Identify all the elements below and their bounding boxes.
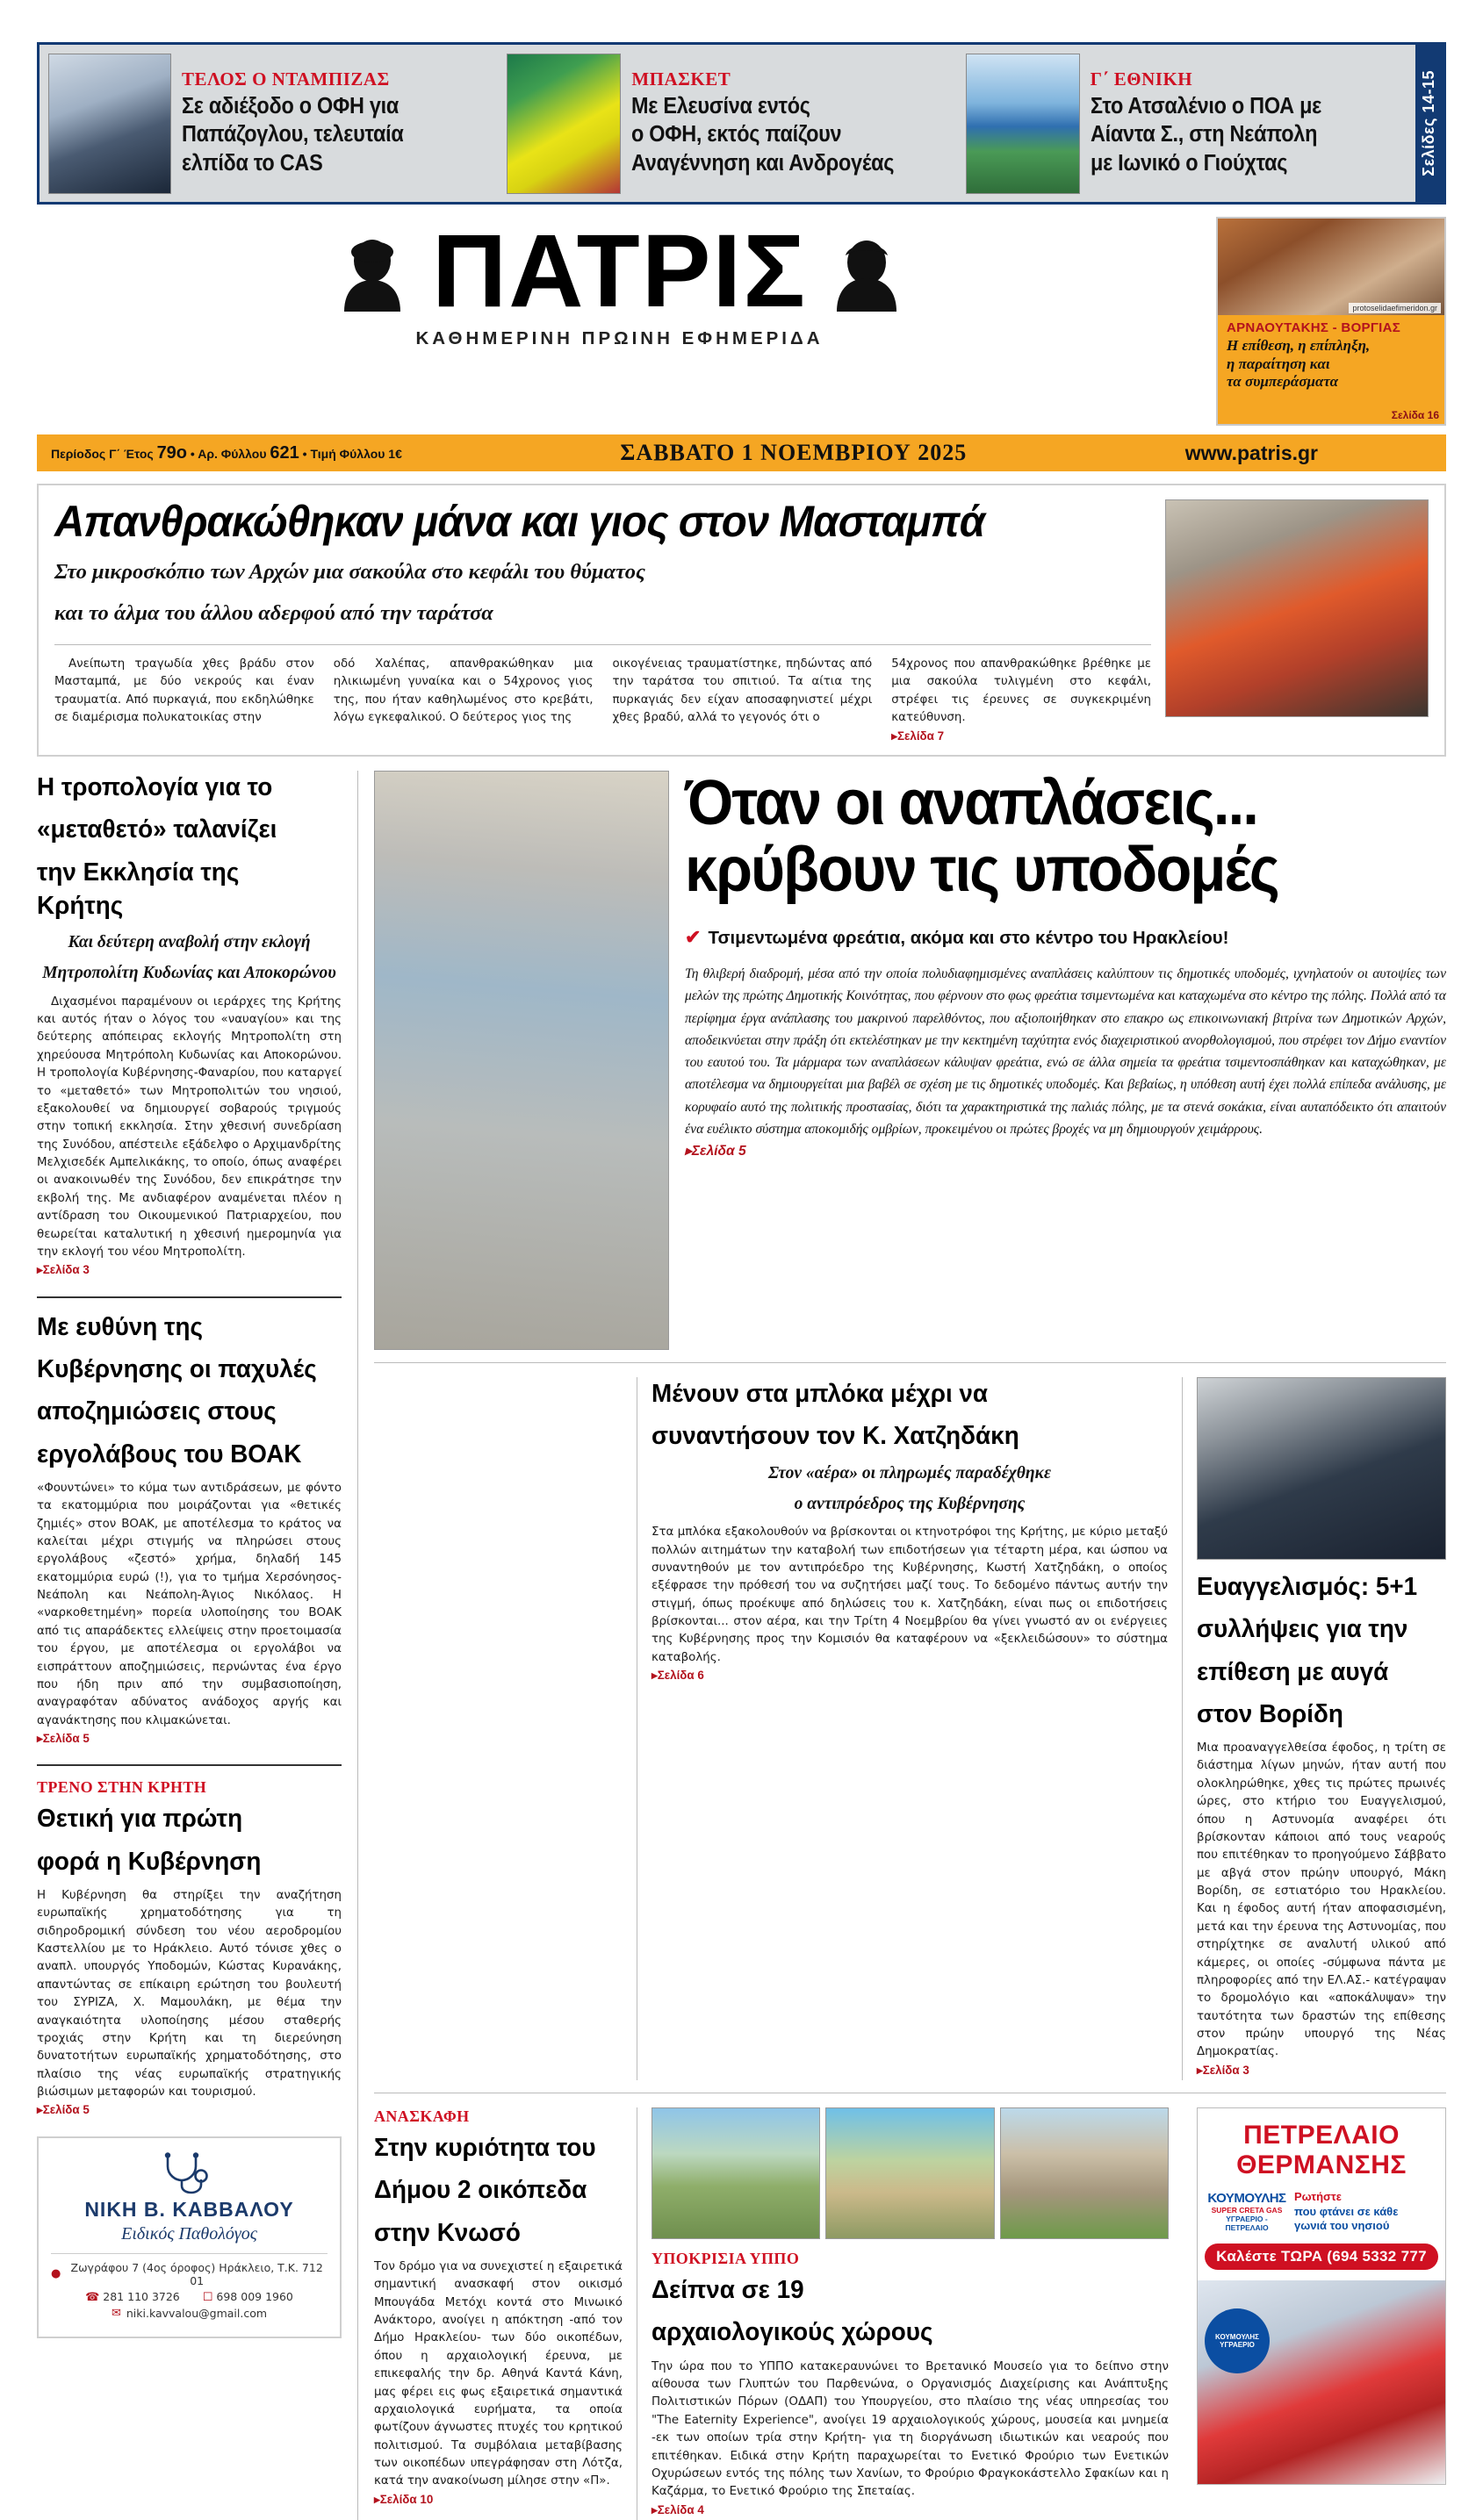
banner-kicker-2: ΜΠΑΣΚΕΤ: [631, 68, 731, 90]
left-column: [37, 771, 358, 2520]
lead-photo-firefighters: [1165, 499, 1429, 717]
year-value: 79ο: [156, 442, 188, 463]
lead-body-col4: 54χρονος που απανθρακώθηκε βρέθηκε με μια σακούλα τυλιγμένη στο κεφάλι, στρέφει τις έρευνες σε συγκεκριμένη κατεύθυνση.: [891, 657, 1151, 725]
petrol-logo-line3: ΥΓΡΑΕΡΙΟ - ΠΕΤΡΕΛΑΙΟ: [1225, 2215, 1269, 2233]
boak-headline-line4: εργολάβους του ΒΟΑΚ: [37, 1439, 302, 1468]
lead-page-ref[interactable]: ▸ Σελίδα 7: [891, 729, 944, 743]
blocks-subhead-line2: ο αντιπρόεδρος της Κυβέρνησης: [794, 1494, 1026, 1513]
boak-headline-line3: αποζημιώσεις στους: [37, 1397, 277, 1426]
mid-row-spacer: [374, 1377, 637, 2080]
page-title: ΠΑΤΡΙΣ: [431, 213, 808, 329]
issue-date: ΣΑΒΒΑΤΟ 1 ΝΟΕΜΒΡΙΟΥ 2025: [620, 440, 968, 465]
train-headline-line1: Θετική για πρώτη: [37, 1805, 243, 1834]
top-sports-banner: [37, 42, 1446, 205]
feature-headline-line1: Όταν οι αναπλάσεις...: [685, 767, 1258, 838]
church-headline-line2: «μεταθετό» ταλανίζει: [37, 815, 277, 844]
banner-headline-3-line1: Στο Ατσαλένιο ο ΠΟΑ με: [1090, 93, 1321, 118]
petrol-title-line2: ΘΕΡΜΑΝΣΗΣ: [1236, 2150, 1407, 2179]
banner-kicker-3: Γ΄ ΕΘΝΙΚΗ: [1090, 68, 1193, 90]
masthead-right-portrait-icon: [826, 231, 907, 312]
watermark-label: protoselidaefimeridon.gr: [1349, 303, 1441, 313]
promo-line-1: Η επίθεση, η επίπληξη,: [1227, 337, 1371, 354]
banner-item-ofi[interactable]: [40, 45, 498, 202]
banner-headline-1-line1: Σε αδιέξοδο ο ΟΦΗ για: [182, 93, 400, 118]
train-page-ref[interactable]: ▸ Σελίδα 5: [37, 2103, 90, 2116]
petrol-phone-button[interactable]: Καλέστε ΤΩΡΑ (694 5332 777: [1205, 2244, 1438, 2270]
police-body: Μια προαναγγελθείσα έφοδος, η τρίτη σε διάστημα λίγων μηνών, ήταν αυτή που ολοκληρώθηκε, χθες τις πρώτες πρωινές ώρες, στο κτήριο του Ευαγγελισμού, όπου η Αστυνομία αναφέρει ότι βρίσκονταν κάποιοι από τους νεαρούς που επιτέθηκαν το προηγούμενο Σάββατο με αβγά στον πρώην υπουργό, Μάκη Βορίδη, σε εστιατόριο του Ηρακλείου. Και η έφοδος αυτή ήταν αποφασισμένη, μετά και την έρευνα της Αστυνομίας, που στηρίχτηκε σε αναλυτή υλικού από κάμερες, οι οποίες -σύμφωνα πάντα με πληροφορίες από την ΕΛ.ΑΣ.- κατέγραψαν το δρομολόγιο και «αποκάλυψαν» την ταυτότητα των δραστών της επίθεσης στον πρώην υπουργό της Νέας Δημοκρατίας.: [1197, 1741, 1446, 2059]
promo-page-ref[interactable]: Σελίδα 16: [1391, 409, 1439, 421]
photo-stamp: [660, 1337, 663, 1346]
petrol-brand-logo: [1206, 2191, 1287, 2232]
promo-kicker: ΑΡΝΑΟΥΤΑΚΗΣ - ΒΟΡΓΙΑΣ: [1227, 320, 1401, 335]
petrol-logo-line1: ΚΟΥΜΟΥΛΗΣ: [1207, 2191, 1286, 2207]
ad-petrol-wrapper: [1183, 2107, 1446, 2520]
petrol-badge: ΚΟΥΜΟΥΛΗΣ ΥΓΡΑΕΡΙΟ: [1205, 2308, 1270, 2373]
stethoscope-icon: [51, 2152, 328, 2194]
ruins-photo-1: [652, 2107, 820, 2239]
ruins-photo-3: [1000, 2107, 1169, 2239]
church-body: Διχασμένοι παραμένουν οι ιεράρχες της Κρήτης και αυτός ήταν ο λόγος του «ναυαγίου» και της δεύτερης απόπειρας εκλογής Μητροπολίτη στη χηρεύουσα Μητρόπολη Κυδωνίας και Αποκορώνου. Η τροπολογία Κυβέρνησης-Φαναρίου, που καταργεί το «μεταθετό» των Μητροπολιτών του νησιού, εξακολουθεί να δημιουργεί σοβαρούς τριγμούς στην τοπική εκκλησία. Στην χθεσινή συνεδρίαση της Συνόδου, απέστειλε εξάδελφο ο Αρχιμανδρίτης Μελχισεδέκ Αμπελικάκης, το οποίο, όπως αναφέρει οι ανακοινωθέν της Συνόδου, δεν επικράτησε την εκβολή της. Με ανδιαφέρον αναμένεται πλέον η αντίδραση του Οικουμενικού Πατριαρχείου, που θεωρείται καταλυτική η χθεσινή ημερομηνία για την εκλογή του νέου Μητροπολίτη.: [37, 994, 342, 1259]
boak-headline-line2: Κυβέρνησης οι παχυλές: [37, 1354, 317, 1383]
period-label: Περίοδος Γ΄ Έτος: [51, 446, 154, 461]
issue-info: Περίοδος Γ΄ Έτος 79ο • Αρ. Φύλλου 621 • Τιμή Φύλλου 1€: [51, 442, 402, 463]
archaeology-photo-strip: [652, 2107, 1169, 2239]
lead-body-col2: οδό Χαλέπας, απανθρακώθηκαν μια ηλικιωμένη γυναίκα και ο 54χρονος γιος της, που ήταν καθηλωμένος στο κρεβάτι, λόγω εγκεφαλικού. Ο δεύτερος γιος της: [333, 657, 594, 725]
check-icon: ✔: [685, 926, 702, 949]
dinners-body: Την ώρα που το ΥΠΠΟ κατακεραυνώνει το Βρετανικό Μουσείο για το δείπνο στην αίθουσα των Γλυπτών του Παρθενώνα, ο Οργανισμός Διαχείρισης και Ανάπτυξης Πολιτιστικών Πόρων (ΟΔΑΠ) του Υπουργείου, στο πλαίσιο της νέας υπηρεσίας του "The Eaternity Experience", ανοίγει 19 αρχαιολογικούς χώρους, μουσεία και μνημεία -εκ των οποίων τρία στην Κρήτη- για τη διοργάνωση ιδιωτικών και νεαρούς που επιτέθηκαν. Ειδικά στην Κρήτη παραχωρείται το Ενετικό Φρούριο των Ενετικών Οχυρώσεων εντός της πόλης των Χανίων, το Φρούριο Φραγκοκάστελλο Σφακίων και η Καζάρμα, το Ενετικό Φρούριο της Σπεταίας.: [652, 2359, 1169, 2499]
ad-petrol[interactable]: [1197, 2107, 1446, 2485]
police-page-ref[interactable]: ▸ Σελίδα 3: [1197, 2064, 1249, 2077]
newspaper-page: [0, 42, 1483, 2516]
train-body: Η Κυβέρνηση θα στηρίξει την αναζήτηση ευρωπαϊκής χρηματοδότησης για τη σιδηροδρομική σύνδεση του νέου αεροδρομίου Καστελλίου με το Ηράκλειο. Αυτό τόνισε χθες ο αναπλ. υπουργός Υποδομών, Κώστας Κυρανάκης, απαντώντας σε επίκαιρη ερώτηση του βουλευτή του ΣΥΡΙΖΑ, Χ. Μαμουλάκη, με θέμα την αναγκαιότητα υλοποίησης μέσου σταθερής τροχιάς στην Κρήτη και τη διερεύνηση δυνατοτήτων ευρωπαϊκής χρηματοδότησης, στο πλαίσιο της νέας ευρωπαϊκής στρατηγικής βιώσιμων μεταφορών και τουρισμού.: [37, 1888, 342, 2100]
dinners-kicker: ΥΠΟΚΡΙΣΙΑ ΥΠΠΟ: [652, 2250, 800, 2268]
blocks-body: Στα μπλόκα εξακολουθούν να βρίσκονται οι κτηνοτρόφοι της Κρήτης, με κύριο μεταξύ πολλών αιτημάτων την καταβολή των επιδοτήσεων για τέταρτη μέρα, και ώσπου να συναντηθούν με τον αντιπρόεδρο της Κυβέρνησης, Κωστή Χατζηδάκη, ο οποίος εξέφρασε την πρόθεσή του να συζητήσει μαζί τους. Το δεδομένο πάντως αυτήν την στιγμή, όπως προέκυψε από δηλώσεις του κ. Χατζηδάκη, είναι πως οι επιδοτήσεις βρίσκονται... στον αέρα, και την Τρίτη 4 Νοεμβρίου θα γίνει γνωστό αν οι ενέργειες της Κυβέρνησης προς την Κομισιόν θα καταφέρουν να «ξεκλειδώσουν» το σύστημα καταβολής.: [652, 1526, 1168, 1664]
date-bar: [37, 434, 1446, 471]
doctor-address: Ζωγράφου 7 (4ος όροφος) Ηράκλειο, Τ.Κ. 712 01: [70, 2260, 323, 2287]
mobile-icon: ☐: [202, 2290, 213, 2304]
doctor-phones-row: [51, 2290, 328, 2304]
church-page-ref[interactable]: ▸ Σελίδα 3: [37, 1263, 90, 1276]
church-headline-line3: την Εκκλησία της Κρήτης: [37, 858, 240, 920]
train-headline-line2: φορά η Κυβέρνηση: [37, 1847, 262, 1876]
banner-headline-3-line3: με Ιωνικό ο Γιούχτας: [1090, 150, 1287, 176]
petrol-claim-line1: Ρωτήστε: [1294, 2190, 1342, 2204]
masthead-promo-box[interactable]: [1216, 217, 1446, 426]
phone-icon: ☎: [85, 2290, 100, 2304]
doctor-address-row: [51, 2261, 328, 2287]
dinners-headline-line2: αρχαιολογικούς χώρους: [652, 2318, 933, 2347]
article-boak[interactable]: [37, 1310, 342, 1749]
petrol-claim-line3: γωνιά του νησιού: [1294, 2218, 1390, 2232]
lead-subhead-line1: Στο μικροσκόπιο των Αρχών μια σακούλα στο κεφάλι του θύματος: [54, 559, 645, 584]
issue-value: 621: [270, 442, 299, 463]
masthead-main: [37, 213, 1202, 349]
masthead-subtitle: ΚΑΘΗΜΕΡΙΝΗ ΠΡΩΙΝΗ ΕΦΗΜΕΡΙΔΑ: [415, 327, 824, 348]
petrol-claim: [1294, 2190, 1436, 2233]
main-grid: [37, 767, 1446, 2520]
lead-story[interactable]: [37, 484, 1446, 757]
promo-band: [1218, 315, 1444, 424]
issue-label: Αρ. Φύλλου: [198, 446, 267, 461]
dinners-page-ref[interactable]: ▸ Σελίδα 4: [652, 2503, 704, 2516]
article-police[interactable]: [1183, 1377, 1446, 2080]
price-label: Τιμή Φύλλου: [310, 446, 385, 461]
doctor-email[interactable]: niki.kavvalou@gmail.com: [126, 2306, 268, 2320]
article-church[interactable]: [37, 771, 342, 1281]
masthead-left-portrait-icon: [332, 231, 413, 312]
police-headline-line1: Ευαγγελισμός: 5+1: [1197, 1572, 1418, 1601]
feature-page-ref[interactable]: ▸ Σελίδα 5: [685, 1144, 746, 1159]
feature-bullet: ✔ Τσιμεντωμένα φρεάτια, ακόμα και στο κέντρο του Ηρακλείου!: [685, 926, 1229, 949]
divider-1: [37, 1296, 342, 1298]
feature-headline-line2: κρύβουν τις υποδομές: [685, 834, 1278, 905]
banner-headline-3-line2: Αίαντα Σ., στη Νεάπολη: [1090, 122, 1317, 147]
divider-2: [37, 1764, 342, 1766]
lead-subhead-line2: και το άλμα του άλλου αδερφού από την ταράτσα: [54, 601, 493, 626]
banner-headline-1-line3: ελπίδα το CAS: [182, 150, 323, 176]
dinners-headline-line1: Δείπνα σε 19: [652, 2276, 804, 2305]
blocks-headline-line2: συναντήσουν τον Κ. Χατζηδάκη: [652, 1422, 1019, 1451]
banner-item-gethniki[interactable]: [957, 45, 1415, 202]
church-subhead-line2: Μητροπολίτη Κυδωνίας και Αποκορώνου: [42, 964, 336, 983]
police-headline-line2: συλλήψεις για την: [1197, 1615, 1408, 1644]
ruins-photo-2: [825, 2107, 994, 2239]
right-column: [358, 767, 1446, 2520]
article-dinners[interactable]: [637, 2107, 1183, 2520]
banner-item-basket[interactable]: [498, 45, 956, 202]
police-headline-line3: επίθεση με αυγά: [1197, 1657, 1389, 1686]
mid-row: [374, 1377, 1446, 2080]
church-headline-line1: Η τροπολογία για το: [37, 772, 273, 801]
doctor-phone-2[interactable]: 698 009 1960: [216, 2289, 293, 2303]
lead-headline: Απανθρακώθηκαν μάνα και γιος στον Μασταμπά: [54, 497, 985, 546]
dig-headline-line1: Στην κυριότητα του: [374, 2134, 596, 2163]
petrol-title-line1: ΠΕΤΡΕΛΑΙΟ: [1243, 2121, 1400, 2150]
basketball-photo: [507, 54, 621, 194]
ad-doctor[interactable]: [37, 2136, 342, 2338]
article-dig[interactable]: [374, 2107, 637, 2520]
train-kicker: ΤΡΕΝΟ ΣΤΗΝ ΚΡΗΤΗ: [37, 1778, 207, 1797]
boak-headline-line1: Με ευθύνη της: [37, 1312, 203, 1341]
blocks-subhead-line1: Στον «αέρα» οι πληρωμές παραδέχθηκε: [768, 1463, 1051, 1483]
petrol-logo-line2: SUPER CRETA GAS: [1211, 2206, 1283, 2215]
doctor-email-row: [51, 2307, 328, 2320]
football-team-photo: [966, 54, 1080, 194]
petrol-claim-line2: που φτάνει σε κάθε: [1294, 2204, 1399, 2218]
banner-headline-2-line1: Με Ελευσίνα εντός: [631, 93, 811, 118]
church-subhead-line1: Και δεύτερη αναβολή στην εκλογή: [68, 933, 311, 952]
dig-headline-line3: στην Κνωσό: [374, 2218, 521, 2247]
feature-photo-street: [374, 771, 669, 1350]
banner-headline-2-line2: ο ΟΦΗ, εκτός παίζουν: [631, 122, 842, 147]
banner-page-tab-label: Σελίδες 14-15: [1420, 70, 1438, 176]
promo-line-3: τα συμπεράσματα: [1227, 373, 1339, 391]
lead-body-col3: οικογένειας τραυματίστηκε, πηδώντας από την ταράτσα του σπιτιού. Τα αίτια της πυρκαγιάς δεν είχαν αποσαφηνιστεί μέχρι χθες βραδύ, αλλά το γεγονός ότι ο: [612, 657, 873, 725]
feature-story[interactable]: [374, 767, 1446, 1350]
dig-headline-line2: Δήμου 2 οικόπεδα: [374, 2176, 587, 2205]
article-blocks[interactable]: [637, 1377, 1183, 2080]
masthead: [37, 213, 1446, 426]
doctor-name: ΝΙΚΗ Β. ΚΑΒΒΑΛΟΥ: [84, 2197, 294, 2221]
coach-photo: [48, 54, 171, 194]
dig-body: Τον δρόμο για να συνεχιστεί η εξαιρετικά σημαντική ανασκαφή στον οικισμό Μπουγάδα Μετόχι κοντά στο Μινωικό Ανάκτορο, ανοίγει η απόκτηση -από τον Δήμο Ηρακλείου- των δύο οικοπέδων, όπου η αρχαιολογική έρευνα, με επικεφαλής την δρ. Αθηνά Καντά Κάνη, μας φέρει εις φως εξαιρετικά σημαντικά αρχαιολογικά ευρήματα, τα οποία φωτίζουν άγνωστες πτυχές του κρητικού πολιτισμού. Τα συμβόλαια μεταβίβασης των οικοπέδων υπεγράφησαν στη Λότζα, κατά την ανακοίνωση μίλησε στην «Π».: [374, 2259, 623, 2488]
doctor-phone-1[interactable]: 281 110 3726: [103, 2289, 180, 2303]
feature-body: Τη θλιβερή διαδρομή, μέσα από την οποία πολυδιαφημισμένες αναπλάσεις καλύπτουν τις δημοτικές υποδομές, ιχνηλατούν οι αυτοψίες των μελών της πρώτης Δημοτικής Κοινότητας, που φέρνουν στο φως φρεάτια τσιμεντωμένα και καταχωμένα στο κέντρο της πόλης. Πολλά από τα περίφημα έργα ανάπλασης του μακρινού παρελθόντος, που αξιοποιήθηκαν στο επακρο ως επικοινωνιακή βιτρίνα των Δημοτικών Αρχών, αποδεικνύεται στην πράξη ότι εκτελέστηκαν με την κεκτημένη ταχύτητα ενός διαχειριστικού ανορθολογισμού, που στρέφει τον Δήμο εναντίον του εαυτού του. Τα μάρμαρα των αναπλάσεων κάλυψαν φρεάτια, ενώ σε άλλα σημεία τα φρεάτια τσιμεντοσπάθηκαν και καταχώθηκαν, με αποτέλεσμα να δημιουργείται μια βαβέλ σε σχέση με τις δημοτικές υποδομές. Και βεβαίως, η υπόθεση αυτή έχει πολλά επίπεδα ανάλυσης, με κορυφαίο αυτό της πολιτικής προστασίας, διότι τα χαρακτηριστικά της παλιάς πόλης, με τα στενά σοκάκια, είναι αυταπόδεικτο ότι απαιτούν ένα ευέλικτο σύστημα αποκομιδής ομβρίων, προκειμένου οι πρώτες βροχές να μη δημιουργούν χειμάρρους.: [685, 966, 1446, 1137]
doctor-specialty: Ειδικός Παθολόγος: [121, 2223, 257, 2244]
envelope-icon: ✉: [111, 2306, 121, 2320]
lead-body-col1: Ανείπωτη τραγωδία χθες βράδυ στον Μασταμπά, με δύο νεκρούς και έναν τραυματία. Από πυρκαγιά, που εκδηλώθηκε σε διαμέρισμα πολυκατοικίας στην: [54, 657, 314, 725]
website-link[interactable]: www.patris.gr: [1184, 441, 1318, 464]
article-train[interactable]: [37, 1778, 342, 2120]
boak-body: «Φουντώνει» το κύμα των αντιδράσεων, με φόντο τα εκατομμύρια που μοιράζονται για «θετικές ζημιές» στον ΒΟΑΚ, με αποτέλεσμα το κράτος να καλείται μέχρι στιγμής να πληρώσει στους εργολάβους «ζεστό» χρήμα, δηλαδή 145 εκατομμύρια ευρώ (!), για το τμήμα Χερσόνησος-Νεάπολη και Νεάπολη-Άγιος Νικόλαος. Η «ναρκοθετημένη» πορεία υλοποίησης του ΒΟΑΚ από τις απαράδεκτες ελλείψεις στην προετοιμασία του έργου, με αποτέλεσμα οι εργολάβοι να εισπράττουν αποζημιώσεις, περνώντας ένα έργο που ήδη πριν από την συμβασιοποίηση, αναγραφόταν αδύνατος ανάδοχος αργής και αγανάκτησης που κλιμακώνεται.: [37, 1481, 342, 1727]
dig-page-ref[interactable]: ▸ Σελίδα 10: [374, 2493, 433, 2506]
police-headline-line4: στον Βορίδη: [1197, 1699, 1343, 1728]
blocks-page-ref[interactable]: ▸ Σελίδα 6: [652, 1669, 704, 1682]
banner-headline-1-line2: Παπάζογλου, τελευταία: [182, 122, 404, 147]
banner-kicker-1: ΤΕΛΟΣ Ο ΝΤΑΜΠΙΖΑΣ: [182, 68, 390, 90]
banner-page-tab[interactable]: [1415, 45, 1443, 202]
police-photo: [1197, 1377, 1446, 1560]
ad-divider: [51, 2253, 328, 2254]
boak-page-ref[interactable]: ▸ Σελίδα 5: [37, 1732, 90, 1745]
bottom-row: [374, 2107, 1446, 2520]
promo-line-2: η παραίτηση και: [1227, 355, 1330, 372]
divider-3: [374, 1362, 1446, 1363]
blocks-headline-line1: Μένουν στα μπλόκα μέχρι να: [652, 1379, 989, 1408]
banner-headline-2-line3: Αναγέννηση και Ανδρογέας: [631, 150, 895, 176]
dig-kicker: ΑΝΑΣΚΑΦΗ: [374, 2107, 470, 2126]
price-value: 1€: [388, 446, 402, 461]
location-pin-icon: ●: [51, 2267, 61, 2281]
